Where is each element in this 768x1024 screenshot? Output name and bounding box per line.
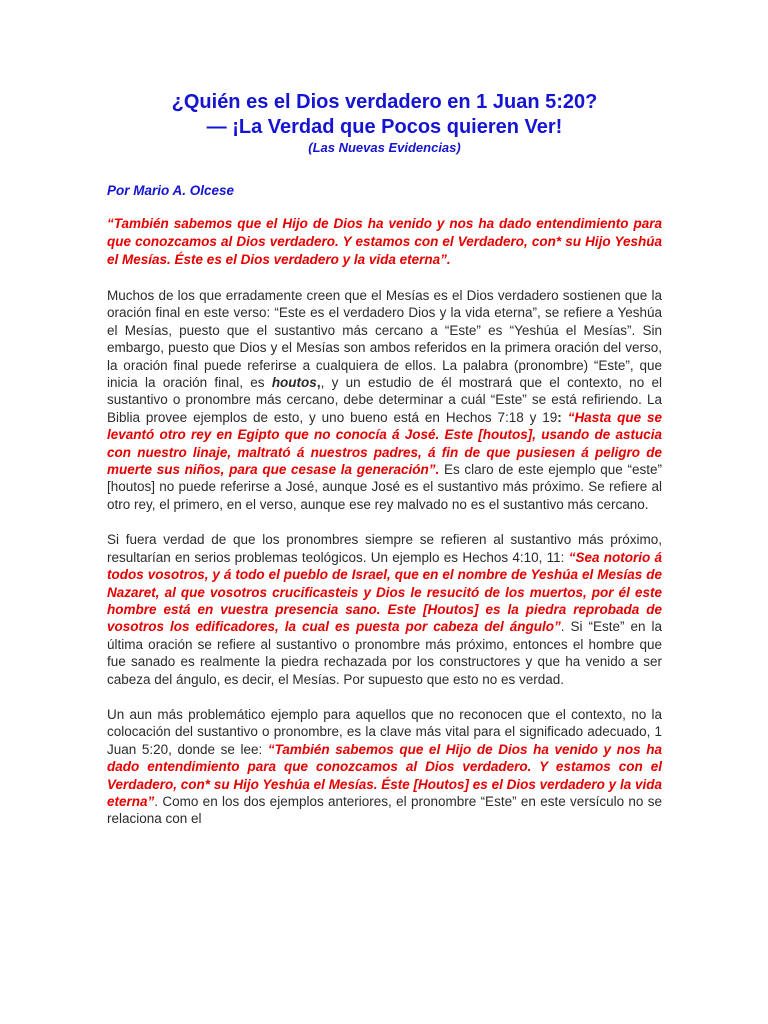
paragraph-3-quote: “También sabemos que el Hijo de Dios ha venido y nos ha dado entendimiento para que conozcamos al Dios verdadero. Y estamos con el Verdadero, con* su Hijo Yeshúa el Mesías. Éste [Houtos] es el Dios verdadero y la vida eterna” [107, 741, 662, 809]
paragraph-1-text-b: , y un estudio de él mostrará que el contexto, no el sustantivo o pronombre más cercano, debe determinar a cuál “Este” se está refiriendo. La Biblia provee ejemplos de esto, y uno bueno está en Hechos 7:18 y 19 [107, 375, 663, 425]
title-line-2: — ¡La Verdad que Pocos quieren Ver! [206, 116, 563, 138]
paragraph-2 [107, 531, 662, 688]
page-title [107, 90, 662, 140]
author-byline: Por Mario A. Olcese [107, 183, 235, 198]
paragraph-1-quote: “Hasta que se levantó otro rey en Egipto que no conocía á José. Este [houtos], usando de astucia con nuestro linaje, maltrató á nuestros padres, á fin de que pusiesen á peligro de muerte sus niños, para que cesase la generación”. [107, 409, 662, 478]
paragraph-3 [107, 706, 662, 828]
paragraph-1: Muchos de los que erradamente creen que el Mesías es el Dios verdadero sostienen que la oración final en este verso: “Este es el verdadero Dios y la vida eterna”, se refiere a Yeshúa el Mesías, puesto que el sustantivo más cercano a “Este” es “Yeshúa el Mesías”. Sin embargo, puesto que Dios y el Mesías son ambos referidos en la primera oración del verso, la oración final puede referirse a cualquiera de ellos. La palabra (pronombre) “Este”, que inicia la oración final, es houtos,, y un estudio de él mostrará que el contexto, no el sustantivo o pronombre más cercano, debe determinar a cuál “Este” se está refiriendo. La Biblia provee ejemplos de esto, y uno bueno está en Hechos 7:18 y 19: “Hasta que se levantó otro rey en Egipto que no conocía á José. Este [houtos], usando de astucia con nuestro linaje, maltrató á nuestros padres, á fin de que pusiesen á peligro de muerte sus niños, para que cesase la generación”. Es claro de este ejemplo que “este” [houtos] no puede referirse a José, aunque José es el sustantivo más próximo. Se refiere al otro rey, el primero, en el verso, aunque ese rey malvado no es el sustantivo más cercano. [107, 288, 663, 512]
subtitle: (Las Nuevas Evidencias) [308, 140, 461, 155]
paragraph-1-text-a: Muchos de los que erradamente creen que el Mesías es el Dios verdadero sostienen que la oración final en este verso: “Este es el verdadero Dios y la vida eterna”, se refiere a Yeshúa el Mesías, puesto que el sustantivo más cercano a “Este” es “Yeshúa el Mesías”. Sin embargo, puesto que Dios y el Mesías son ambos referidos en la primera oración del verso, la oración final puede referirse a cualquiera de ellos. La palabra (pronombre) “Este”, que inicia la oración final, es [107, 288, 662, 391]
paragraph-2-text-b: . Si “Este” en la última oración se refiere al sustantivo o pronombre más próximo, entonces el hombre que fue sanado es realmente la piedra rechazada por los constructores y que ha venido a ser cabeza del ángulo, es decir, el Mesías. Por supuesto que esto no es verdad. [107, 619, 662, 687]
title-line-1: ¿Quién es el Dios verdadero en 1 Juan 5:20? [171, 91, 598, 113]
paragraph-2-text-a: Si fuera verdad de que los pronombres siempre se refieren al sustantivo más próximo, resultarían en serios problemas teológicos. Un ejemplo es Hechos 4:10, 11: [107, 532, 662, 565]
paragraph-1-text-c: Es claro de este ejemplo que “este” [houtos] no puede referirse a José, aunque José es el sustantivo más próximo. Se refiere al otro rey, el primero, en el verso, aunque ese rey malvado no es el sustantivo más cercano. [107, 462, 662, 512]
paragraph-3-text-a: Un aun más problemático ejemplo para aquellos que no reconocen que el contexto, no la colocación del sustantivo o pronombre, es la clave más vital para el significado adecuado, 1 Juan 5:20, donde se lee: [107, 706, 662, 757]
paragraph-3-text-b: . Como en los dos ejemplos anteriores, el pronombre “Este” en este versículo no se relaciona con el [107, 793, 662, 827]
document-content [107, 90, 662, 828]
houtos-term: houtos [271, 375, 317, 391]
paragraph-2-quote: “Sea notorio á todos vosotros, y á todo el pueblo de Israel, que en el nombre de Yeshúa el Mesías de Nazaret, al que vosotros crucificasteis y Dios le resucitó de los muertos, por él este hombre está en vuestra presencia sano. Este [Houtos] es la piedra reprobada de vosotros los edificadores, la cual es puesta por cabeza del ángulo” [107, 549, 663, 635]
opening-quote: “También sabemos que el Hijo de Dios ha venido y nos ha dado entendimiento para que conozcamos al Dios verdadero. Y estamos con el Verdadero, con* su Hijo Yeshúa el Mesías. Éste es el Dios verdadero y la vida eterna”. [107, 216, 662, 267]
paragraph-1-colon: : [557, 409, 568, 425]
